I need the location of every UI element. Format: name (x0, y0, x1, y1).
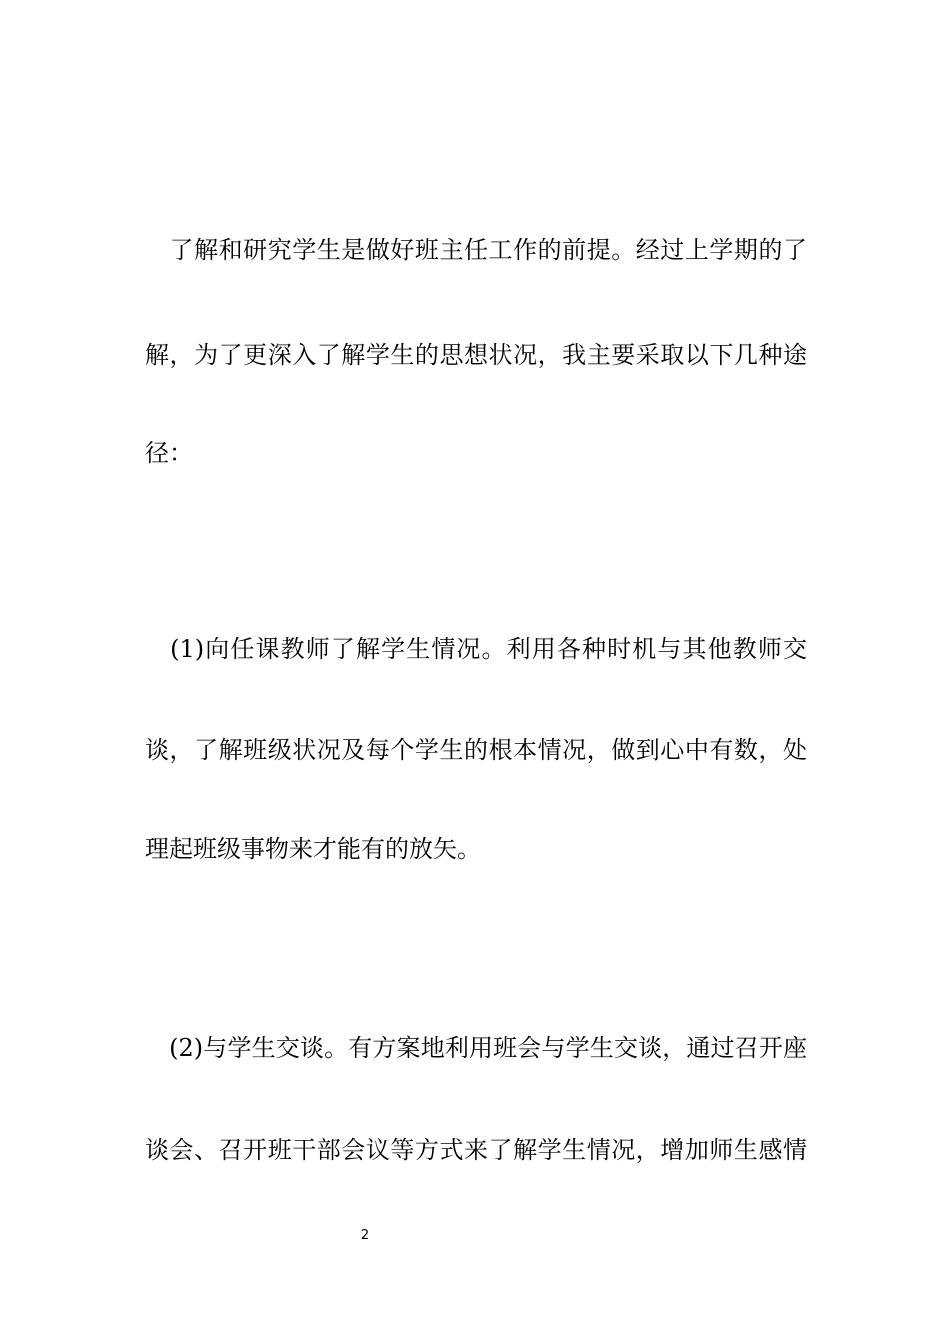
paragraph-2-line-2: 谈，了解班级状况及每个学生的根本情况，做到心中有数，处 (145, 736, 807, 764)
paragraph-1-line-1: 了解和研究学生是做好班主任工作的前提。经过上学期的了 (145, 236, 807, 264)
paragraph-2-line-3: 理起班级事物来才能有的放矢。 (145, 835, 481, 863)
page-number: 2 (360, 1228, 370, 1243)
paragraph-1-line-3: 径： (145, 439, 193, 467)
paragraph-3-line-1: (2)与学生交谈。有方案地利用班会与学生交谈，通过召开座 (145, 1034, 807, 1062)
paragraph-1-line-2: 解，为了更深入了解学生的思想状况，我主要采取以下几种途 (145, 341, 807, 369)
paragraph-2-line-1: (1)向任课教师了解学生情况。利用各种时机与其他教师交 (145, 635, 807, 663)
paragraph-3-line-2: 谈会、召开班干部会议等方式来了解学生情况，增加师生感情 (145, 1136, 807, 1164)
